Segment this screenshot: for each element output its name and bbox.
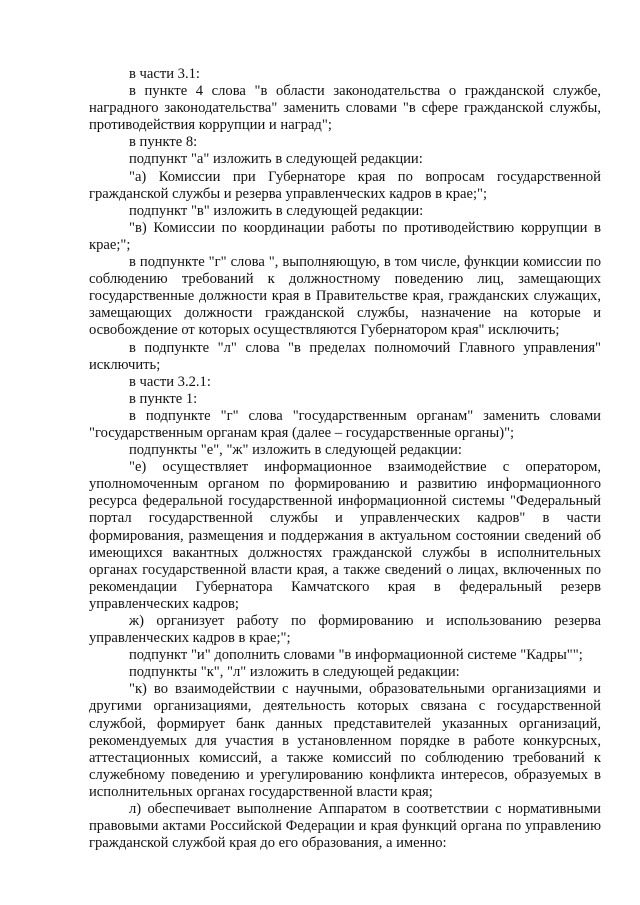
paragraph: ж) организует работу по формированию и использованию резерва управленческих кадров в крае;";: [89, 613, 601, 647]
paragraph: в части 3.1:: [129, 66, 200, 82]
paragraph: "а) Комиссии при Губернаторе края по вопросам государственной гражданской службы и резерва управленческих кадров в крае;";: [89, 168, 601, 202]
paragraph: "к) во взаимодействии с научными, образовательными организациями и другими организациями, деятельность которых связана с государственной службой, формирует банк данных представителей указанных организаций, рекомендуемых для участия в установленном порядке в работе конкурсных, аттестационных комиссий, а также комиссий по соблюдению требований к служебному поведению и урегулированию конфликта интересов, образуемых в исполнительных органах государственной власти края;: [89, 681, 601, 800]
paragraph: подпункты "к", "л" изложить в следующей редакции:: [129, 664, 460, 681]
paragraph: л) обеспечивает выполнение Аппаратом в соответствии с нормативными правовыми актами Российской Федерации и края функций органа по управлению гражданской службой края до его образования, а именно:: [89, 801, 601, 852]
paragraph: в подпункте "г" слова ", выполняющую, в том числе, функции комиссии по соблюдению требований к должностному поведению лиц, замещающих государственные должности края в Правительстве края, гражданских служащих, замещающих должности гражданской службы, назначение на которые и освобождение от которых осуществляются Губернатором края" исключить;: [89, 254, 601, 339]
paragraph: подпункты "е", "ж" изложить в следующей редакции:: [129, 442, 462, 459]
paragraph: подпункт "а" изложить в следующей редакции:: [129, 151, 423, 168]
paragraph: подпункт "в" изложить в следующей редакции:: [129, 202, 424, 219]
paragraph: в пункте 4 слова "в области законодательства о гражданской службе, наградного законодательства" заменить словами "в сфере гражданской службы, противодействия коррупции и наград";: [89, 83, 601, 134]
paragraph: в пункте 8:: [129, 134, 198, 151]
paragraph: в пункте 1:: [129, 390, 198, 407]
paragraph: в части 3.2.1:: [129, 373, 211, 390]
paragraph: "в) Комиссии по координации работы по противодействию коррупции в крае;";: [89, 219, 601, 253]
paragraph: в подпункте "г" слова "государственным органам" заменить словами "государственным органам края (далее – государственные органы)";: [89, 407, 601, 441]
paragraph: в подпункте "л" слова "в пределах полномочий Главного управления" исключить;: [89, 339, 601, 373]
paragraph: подпункт "и" дополнить словами "в информационной системе "Кадры"";: [129, 647, 583, 664]
document-body: [89, 66, 601, 852]
paragraph: "е) осуществляет информационное взаимодействие с оператором, уполномоченным органом по формированию и развитию информационного ресурса федеральной государственной информационной системы "Федеральный портал государственной службы и управленческих кадров" в части формирования, размещения и поддержания в актуальном состоянии сведений об имеющихся вакантных должностях гражданской службы в исполнительных органах государственной власти края, а также сведений о лицах, включенных по рекомендации Губернатора Камчатского края в федеральный резерв управленческих кадров;: [89, 459, 601, 612]
